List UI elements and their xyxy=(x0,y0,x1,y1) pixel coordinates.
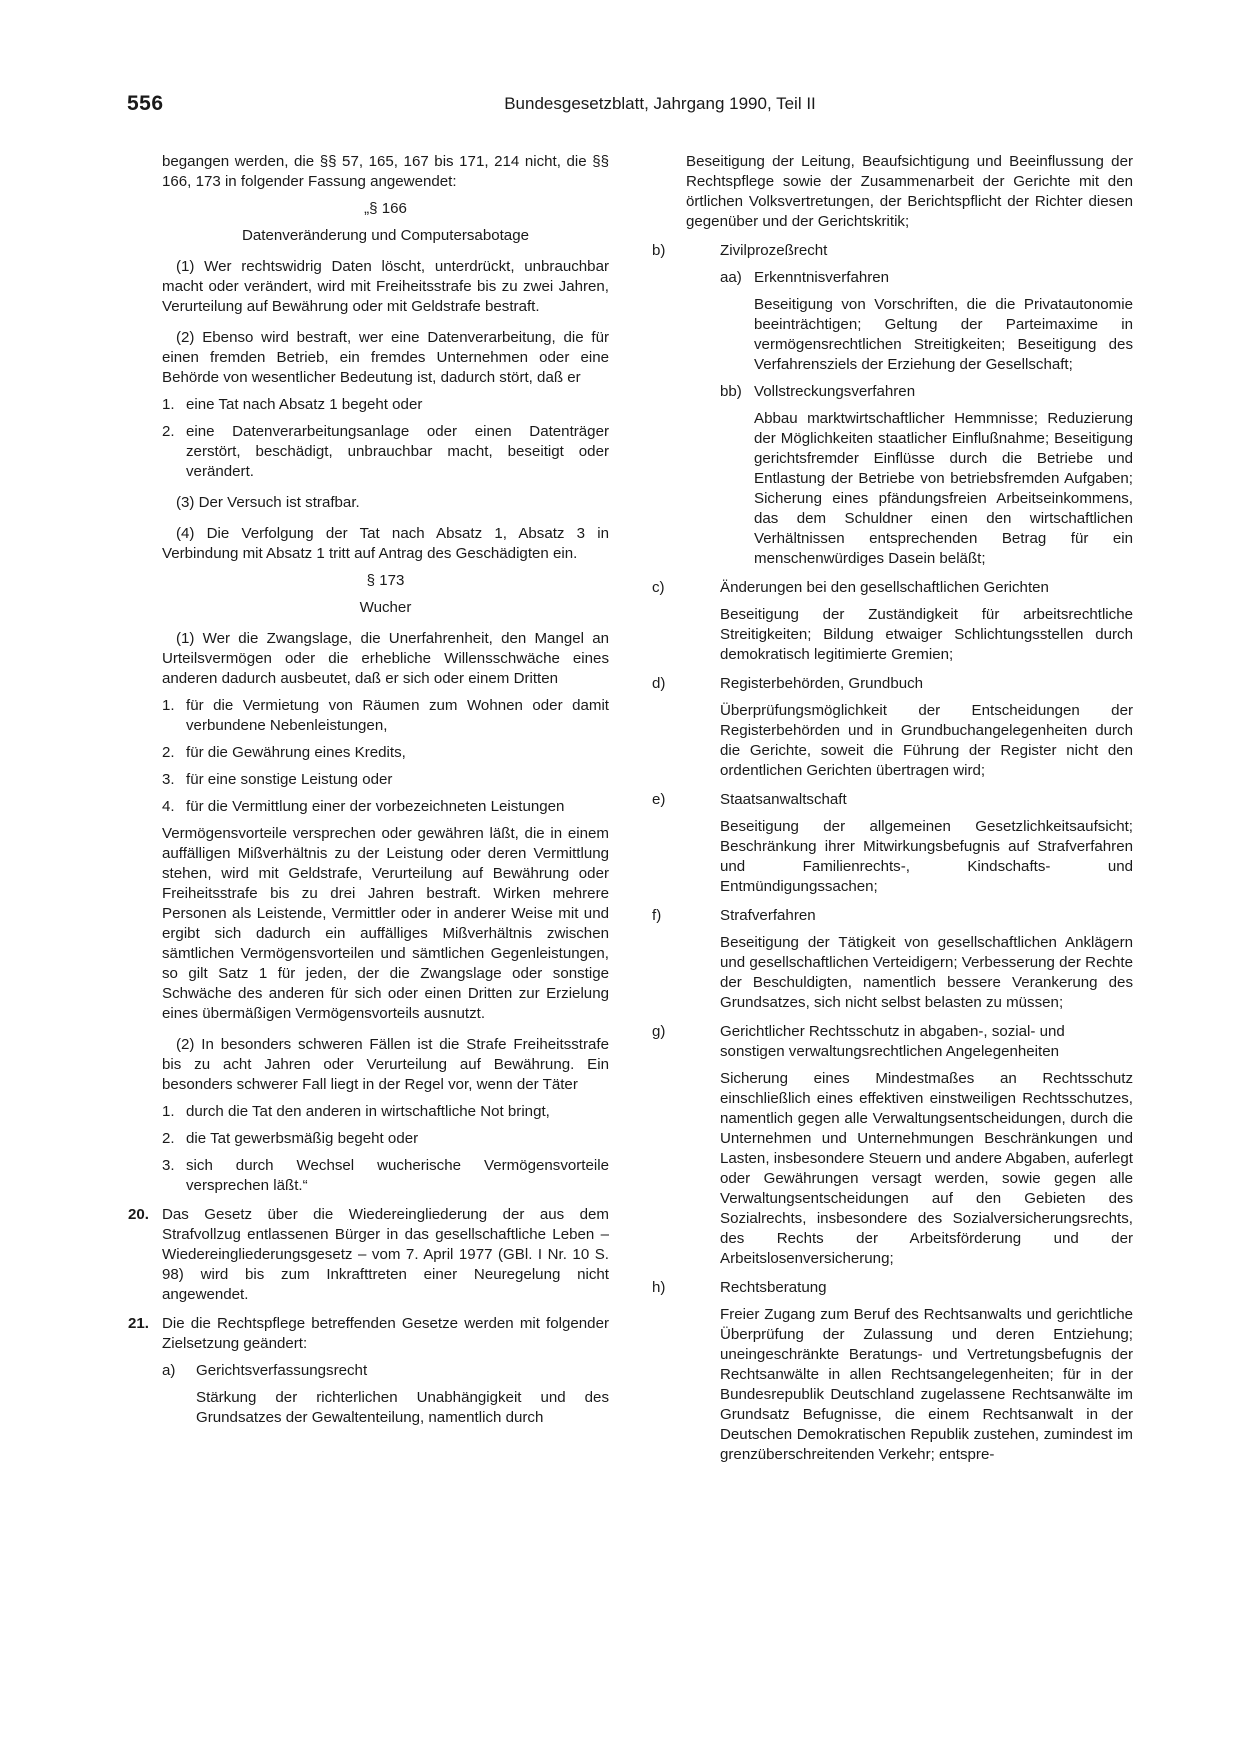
item-21-g-text: Sicherung eines Mindestmaßes an Rechtsschutz einschließlich eines effektiven einstweiligen Rechtsschutzes, namentlich gegen alle Verwaltungsentscheidungen, durch die Unternehmen und Unternehmungen Beschränkungen und Lasten, insbesondere Steuern und andere Abgaben, auferlegt oder Gewährungen versagt werden, sowie gegen alle Verwaltungsentscheidungen auf den Gebieten des Sozialrechts, insbesondere des Sozialversicherungsrechts, des Rechts der Arbeitsförderung und der Arbeitslosenversicherung; xyxy=(720,1070,1133,1267)
left-column xyxy=(128,152,609,1428)
item-21-h-title: Rechtsberatung xyxy=(720,1279,827,1296)
item-21-text: Die die Rechtspflege betreffenden Gesetze werden mit folgender Zielsetzung geändert: xyxy=(162,1315,609,1352)
item-label: 4. xyxy=(162,798,175,815)
section-173-heading: § 173 xyxy=(366,572,405,589)
item-21-f-label: f) xyxy=(652,907,662,924)
item-text: die Tat gewerbsmäßig begeht oder xyxy=(186,1130,419,1147)
section-173-para-2-item-2 xyxy=(162,1129,609,1149)
item-21-b-title: Zivilprozeßrecht xyxy=(720,242,828,259)
item-21-a xyxy=(162,1361,609,1428)
item-21-b xyxy=(652,241,1133,569)
item-label: 1. xyxy=(162,396,175,413)
item-label: 3. xyxy=(162,771,175,788)
item-text: eine Datenverarbeitungsanlage oder einen Datenträger zerstört, beschädigt, unbrauchbar macht, beseitigt oder verändert. xyxy=(186,423,609,480)
item-21-h-text: Freier Zugang zum Beruf des Rechtsanwalts und gerichtliche Überprüfung der Zulassung und deren Entziehung; uneingeschränkte Beratungs- und Vertretungsbefugnis der Rechtsanwälte in allen Rechtsangelegenheiten; für in der Bundesrepublik Deutschland zugelassene Rechtsanwälte im Grundsatz Befugnisse, die einem Rechtsanwalt in der Deutschen Demokratischen Republik zustehen, zumindest im grenzüberschreitenden Verkehr; entspre- xyxy=(720,1306,1133,1463)
item-21-a-title: Gerichtsverfassungsrecht xyxy=(196,1362,368,1379)
item-21-a-text: Stärkung der richterlichen Unabhängigkeit und des Grundsatzes der Gewaltenteilung, namentlich durch xyxy=(196,1389,609,1426)
item-21-g-label: g) xyxy=(652,1023,666,1040)
item-21-a-label: a) xyxy=(162,1362,176,1379)
section-173-para-2-item-1 xyxy=(162,1102,609,1122)
running-title: Bundesgesetzblatt, Jahrgang 1990, Teil II xyxy=(504,94,816,113)
item-label: 1. xyxy=(162,697,175,714)
item-text: sich durch Wechsel wucherische Vermögensvorteile versprechen läßt.“ xyxy=(186,1157,609,1194)
item-label: 2. xyxy=(162,423,175,440)
section-166-para-3: (3) Der Versuch ist strafbar. xyxy=(176,494,360,511)
section-173-item-3 xyxy=(162,770,609,790)
item-bb-title: Vollstreckungsverfahren xyxy=(754,383,916,400)
item-20-label: 20. xyxy=(128,1206,149,1223)
item-20-text: Das Gesetz über die Wiedereingliederung der aus dem Strafvollzug entlassenen Bürger in das gesellschaftliche Leben – Wiedereingliederungsgesetz – vom 7. April 1977 (GBl. I Nr. 10 S. 98) wird bis zum Inkrafttreten einer Neuregelung nicht angewendet. xyxy=(162,1206,609,1303)
item-21 xyxy=(128,1314,609,1354)
item-text: eine Tat nach Absatz 1 begeht oder xyxy=(186,396,423,413)
section-166-para-4: (4) Die Verfolgung der Tat nach Absatz 1, Absatz 3 in Verbindung mit Absatz 1 tritt auf Antrag des Geschädigten ein. xyxy=(162,525,609,562)
item-label: 1. xyxy=(162,1103,175,1120)
item-21-d-label: d) xyxy=(652,675,666,692)
item-21-d xyxy=(652,674,1133,781)
item-text: für eine sonstige Leistung oder xyxy=(186,771,393,788)
intro-paragraph: begangen werden, die §§ 57, 165, 167 bis 171, 214 nicht, die §§ 166, 173 in folgender Fassung angewendet: xyxy=(162,153,609,190)
item-21-c xyxy=(652,578,1133,665)
item-21-label: 21. xyxy=(128,1315,149,1332)
item-label: 2. xyxy=(162,1130,175,1147)
section-166-para-2: (2) Ebenso wird bestraft, wer eine Datenverarbeitung, die für einen fremden Betrieb, ein fremdes Unternehmen oder eine Behörde von wesentlicher Bedeutung ist, dadurch stört, daß er xyxy=(162,329,609,386)
section-166-item-1 xyxy=(162,395,609,415)
item-aa-text: Beseitigung von Vorschriften, die die Privatautonomie beeinträchtigen; Geltung der Parteimaxime in vermögensrechtlichen Streitigkeiten; Beseitigung des Verfahrensziels der Erziehung der Gesellschaft; xyxy=(754,296,1133,373)
item-21-a-continued: Beseitigung der Leitung, Beaufsichtigung und Beeinflussung der Rechtspflege sowie der Zusammenarbeit der Gerichte mit den örtlichen Volksvertretungen, der Berichtspflicht der Richter diesen gegenüber und der Gerichtskritik; xyxy=(686,153,1133,230)
item-21-f xyxy=(652,906,1133,1013)
section-173-para-2: (2) In besonders schweren Fällen ist die Strafe Freiheitsstrafe bis zu acht Jahren oder Verurteilung auf Bewährung. Ein besonders schwerer Fall liegt in der Regel vor, wenn der Täter xyxy=(162,1036,609,1093)
item-21-e-title: Staatsanwaltschaft xyxy=(720,791,847,808)
item-21-e-text: Beseitigung der allgemeinen Gesetzlichkeitsaufsicht; Beschränkung ihrer Mitwirkungsbefugnis auf Strafverfahren und Familienrechts-, Kindschafts- und Entmündigungssachen; xyxy=(720,818,1133,895)
item-21-c-text: Beseitigung der Zuständigkeit für arbeitsrechtliche Streitigkeiten; Bildung etwaiger Schlichtungsstellen durch demokratisch legitimierte Gremien; xyxy=(720,606,1133,663)
page-number: 556 xyxy=(127,92,164,115)
item-text: für die Vermietung von Räumen zum Wohnen oder damit verbundene Nebenleistungen, xyxy=(186,697,609,734)
item-label: 2. xyxy=(162,744,175,761)
section-173-para-1-continued: Vermögensvorteile versprechen oder gewähren läßt, die in einem auffälligen Mißverhältnis zu der Leistung oder deren Vermittlung stehen, wird mit Geldstrafe, Verurteilung auf Bewährung oder Freiheitsstrafe bis zu drei Jahren bestraft. Wirken mehrere Personen als Leistende, Vermittler oder in anderer Weise mit und ergibt sich dadurch ein auffälliges Mißverhältnis zwischen sämtlichen Vermögensvorteilen und sämtlichen Gegenleistungen, so gilt Satz 1 für jeden, der die Zwangslage oder sonstige Schwäche des anderen für sich oder einen Dritten zur Erzielung eines übermäßigen Vermögensvorteils ausnutzt. xyxy=(162,825,609,1022)
item-21-f-text: Beseitigung der Tätigkeit von gesellschaftlichen Anklägern und gesellschaftlichen Verteidigern; Verbesserung der Rechte der Beschuldigten, namentlich bessere Verankerung des Grundsatzes, sich nicht selbst belasten zu müssen; xyxy=(720,934,1133,1011)
section-173-item-4 xyxy=(162,797,609,817)
section-166-heading: „§ 166 xyxy=(364,200,407,217)
item-bb-label: bb) xyxy=(720,383,742,400)
item-20 xyxy=(128,1205,609,1305)
section-166-item-2 xyxy=(162,422,609,482)
item-text: für die Gewährung eines Kredits, xyxy=(186,744,406,761)
item-21-d-text: Überprüfungsmöglichkeit der Entscheidungen der Registerbehörden und in Grundbuchangelegenheiten durch die Gerichte, soweit die Führung der Register nicht den ordentlichen Gerichten übertragen wird; xyxy=(720,702,1133,779)
item-aa-title: Erkenntnisverfahren xyxy=(754,269,890,286)
section-173-item-2 xyxy=(162,743,609,763)
item-21-b-aa xyxy=(720,268,1133,375)
section-173-para-2-item-3 xyxy=(162,1156,609,1196)
item-21-h-label: h) xyxy=(652,1279,666,1296)
item-21-b-label: b) xyxy=(652,242,666,259)
right-column xyxy=(652,152,1133,1465)
item-text: durch die Tat den anderen in wirtschaftliche Not bringt, xyxy=(186,1103,550,1120)
item-21-d-title: Registerbehörden, Grundbuch xyxy=(720,675,924,692)
item-21-f-title: Strafverfahren xyxy=(720,907,816,924)
item-21-c-title: Änderungen bei den gesellschaftlichen Gerichten xyxy=(720,579,1049,596)
section-173-title: Wucher xyxy=(359,599,412,616)
item-label: 3. xyxy=(162,1157,175,1174)
section-173-para-1: (1) Wer die Zwangslage, die Unerfahrenheit, den Mangel an Urteilsvermögen oder die erhebliche Willensschwäche eines anderen dadurch ausbeutet, daß er sich oder einem Dritten xyxy=(162,630,609,687)
item-21-e-label: e) xyxy=(652,791,666,808)
section-166-para-1: (1) Wer rechtswidrig Daten löscht, unterdrückt, unbrauchbar macht oder verändert, wird mit Freiheitsstrafe bis zu zwei Jahren, Verurteilung auf Bewährung oder mit Geldstrafe bestraft. xyxy=(162,258,609,315)
item-21-g-title: Gerichtlicher Rechtsschutz in abgaben-, sozial- und sonstigen verwaltungsrechtlichen Angelegenheiten xyxy=(720,1023,1065,1060)
item-21-h xyxy=(652,1278,1133,1465)
item-aa-label: aa) xyxy=(720,269,742,286)
item-bb-text: Abbau marktwirtschaftlicher Hemmnisse; Reduzierung der Möglichkeiten staatlicher Einflußnahme; Beseitigung gerichtsfremder Einflüsse durch die Betriebe und Entlastung der Betriebe von betriebsfremden Aufgaben; Sicherung eines pfändungsfreien Arbeitseinkommens, das dem Schuldner einen den wirtschaftlichen Verhältnissen entsprechenden Betrag für ein menschenwürdiges Dasein beläßt; xyxy=(754,410,1133,567)
item-text: für die Vermittlung einer der vorbezeichneten Leistungen xyxy=(186,798,565,815)
item-21-e xyxy=(652,790,1133,897)
item-21-g xyxy=(652,1022,1133,1269)
item-21-c-label: c) xyxy=(652,579,665,596)
item-21-b-bb xyxy=(720,382,1133,569)
section-166-title: Datenveränderung und Computersabotage xyxy=(242,227,529,244)
section-173-item-1 xyxy=(162,696,609,736)
